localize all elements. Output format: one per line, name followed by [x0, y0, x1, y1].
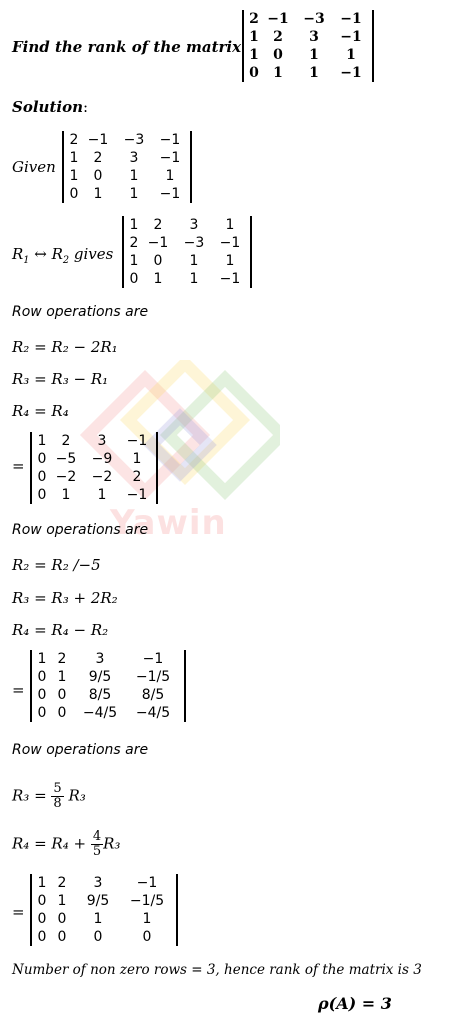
cell: 0 [37, 487, 47, 503]
cell: 2 [57, 651, 67, 667]
cell: 1 [129, 168, 139, 184]
op-3-1-rhs: R₃ [63, 786, 86, 805]
row-ops-heading-2: Row operations are [12, 522, 149, 538]
conclusion-text: Number of non zero rows = 3, hence rank of the matrix is 3 [12, 962, 422, 978]
cell: 3 [189, 217, 199, 233]
cell: 1 [153, 271, 163, 287]
cell: −1/5 [135, 669, 171, 685]
op-3-2-rhs: R₃ [103, 834, 121, 853]
cell: 0 [37, 669, 47, 685]
op-3-2-lhs: R₄ = R₄ + [12, 834, 91, 853]
cell: −1 [136, 875, 158, 891]
cell: 1 [93, 186, 103, 202]
cell: 1 [225, 217, 235, 233]
cell: 0 [69, 186, 79, 202]
cell: 1 [189, 253, 199, 269]
cell: 2 [93, 150, 103, 166]
cell: 1 [165, 168, 175, 184]
solution-heading [12, 98, 88, 116]
cell: −2 [55, 469, 77, 485]
cell: 0 [37, 451, 47, 467]
cell: 0 [142, 929, 152, 945]
solution-label: Solution [12, 98, 83, 116]
equals-2: = [12, 681, 25, 699]
given-label: Given [12, 158, 56, 176]
cell: 0 [273, 47, 283, 63]
cell: 1 [57, 669, 67, 685]
cell: 3 [97, 433, 107, 449]
cell: 0 [249, 65, 259, 81]
cell: 0 [37, 687, 47, 703]
cell: 0 [153, 253, 163, 269]
cell: 0 [37, 705, 47, 721]
cell: 0 [57, 705, 67, 721]
cell: 1 [309, 47, 319, 63]
cell: −3 [183, 235, 205, 251]
cell: −2 [91, 469, 113, 485]
op-3-1-lhs: R₃ = [12, 786, 52, 805]
cell: 1 [225, 253, 235, 269]
swap-r2: R [51, 245, 63, 263]
swap-sub2: 2 [62, 255, 70, 266]
cell: −1 [126, 433, 148, 449]
cell: 8/5 [88, 687, 112, 703]
cell: 1 [249, 29, 259, 45]
cell: 3 [309, 29, 319, 45]
frac-num: 4 [92, 829, 102, 844]
cell: 1 [129, 217, 139, 233]
cell: 0 [37, 911, 47, 927]
op-2-2: R₃ = R₃ + 2R₂ [12, 589, 118, 607]
cell: 0 [93, 929, 103, 945]
swap-arrow: ↔ [29, 245, 52, 263]
cell: 8/5 [141, 687, 165, 703]
matrix-step1-table [35, 432, 153, 504]
watermark-text: Yawin [110, 503, 227, 543]
cell: 1 [69, 150, 79, 166]
problem-title: Find the rank of the matrix [12, 38, 242, 56]
matrix-given [62, 131, 192, 203]
equals-3: = [12, 903, 25, 921]
cell: −1 [142, 651, 164, 667]
cell: −1 [126, 487, 148, 503]
cell: −3 [123, 132, 145, 148]
matrix-a-bold [242, 10, 374, 82]
cell: 9/5 [86, 893, 110, 909]
cell: −1 [159, 186, 181, 202]
fraction-5-8 [51, 782, 63, 811]
cell: 1 [273, 65, 283, 81]
cell: 3 [129, 150, 139, 166]
cell: −1 [147, 235, 169, 251]
frac-den: 8 [53, 796, 62, 811]
cell: −1 [340, 11, 362, 27]
cell: −1 [340, 29, 362, 45]
cell: 2 [61, 433, 71, 449]
cell: −1 [219, 271, 241, 287]
cell: 3 [93, 875, 103, 891]
cell: 0 [37, 893, 47, 909]
cell: 1 [69, 168, 79, 184]
cell: 1 [37, 651, 47, 667]
op-1-1: R₂ = R₂ − 2R₁ [12, 338, 118, 356]
matrix-step-2 [30, 650, 186, 722]
cell: 0 [57, 911, 67, 927]
matrix-given-table [67, 131, 187, 203]
swap-statement [12, 245, 113, 266]
cell: 0 [93, 168, 103, 184]
cell: −1 [267, 11, 289, 27]
frac-num: 5 [53, 781, 62, 796]
cell: 1 [309, 65, 319, 81]
matrix-step2-table [35, 650, 181, 722]
cell: −4/5 [82, 705, 118, 721]
matrix-step-3 [30, 874, 178, 946]
cell: 0 [37, 469, 47, 485]
final-answer: ρ(A) = 3 [318, 994, 392, 1013]
cell: −1 [159, 132, 181, 148]
cell: −1 [159, 150, 181, 166]
cell: 1 [57, 893, 67, 909]
cell: −9 [91, 451, 113, 467]
cell: −1 [219, 235, 241, 251]
cell: 2 [153, 217, 163, 233]
op-2-1: R₂ = R₂ /−5 [12, 556, 101, 574]
cell: 0 [129, 271, 139, 287]
cell: 2 [69, 132, 79, 148]
cell: 0 [57, 687, 67, 703]
row-ops-heading-3: Row operations are [12, 742, 149, 758]
matrix-swapped [122, 216, 252, 288]
cell: 2 [273, 29, 283, 45]
cell: 1 [129, 186, 139, 202]
cell: 0 [57, 929, 67, 945]
cell: 1 [129, 253, 139, 269]
cell: 2 [249, 11, 259, 27]
cell: 3 [95, 651, 105, 667]
cell: −5 [55, 451, 77, 467]
frac-den: 5 [92, 844, 102, 859]
cell: 1 [61, 487, 71, 503]
cell: 1 [97, 487, 107, 503]
cell: 1 [93, 911, 103, 927]
op-3-2 [12, 830, 120, 859]
cell: 1 [132, 451, 142, 467]
cell: 1 [142, 911, 152, 927]
matrix-swapped-table [127, 216, 247, 288]
op-3-1 [12, 782, 86, 811]
matrix-step-1 [30, 432, 158, 504]
cell: 1 [346, 47, 356, 63]
cell: 1 [37, 433, 47, 449]
cell: −1 [340, 65, 362, 81]
matrix-a-table [247, 10, 369, 82]
cell: 1 [189, 271, 199, 287]
equals-1: = [12, 457, 25, 475]
cell: 1 [249, 47, 259, 63]
cell: 0 [37, 929, 47, 945]
op-1-2: R₃ = R₃ − R₁ [12, 370, 109, 388]
swap-sub1: 1 [23, 255, 30, 266]
fraction-4-5 [91, 830, 103, 859]
op-1-3: R₄ = R₄ [12, 402, 69, 420]
op-2-3: R₄ = R₄ − R₂ [12, 621, 109, 639]
matrix-step3-table [35, 874, 173, 946]
cell: 2 [129, 235, 139, 251]
solution-colon: : [82, 98, 89, 116]
swap-r1: R [12, 245, 24, 263]
cell: 1 [37, 875, 47, 891]
cell: −4/5 [135, 705, 171, 721]
cell: −3 [303, 11, 325, 27]
row-ops-heading-1: Row operations are [12, 304, 149, 320]
cell: 9/5 [88, 669, 112, 685]
swap-gives: gives [69, 245, 114, 263]
cell: 2 [132, 469, 142, 485]
cell: 2 [57, 875, 67, 891]
cell: −1/5 [129, 893, 165, 909]
cell: −1 [87, 132, 109, 148]
